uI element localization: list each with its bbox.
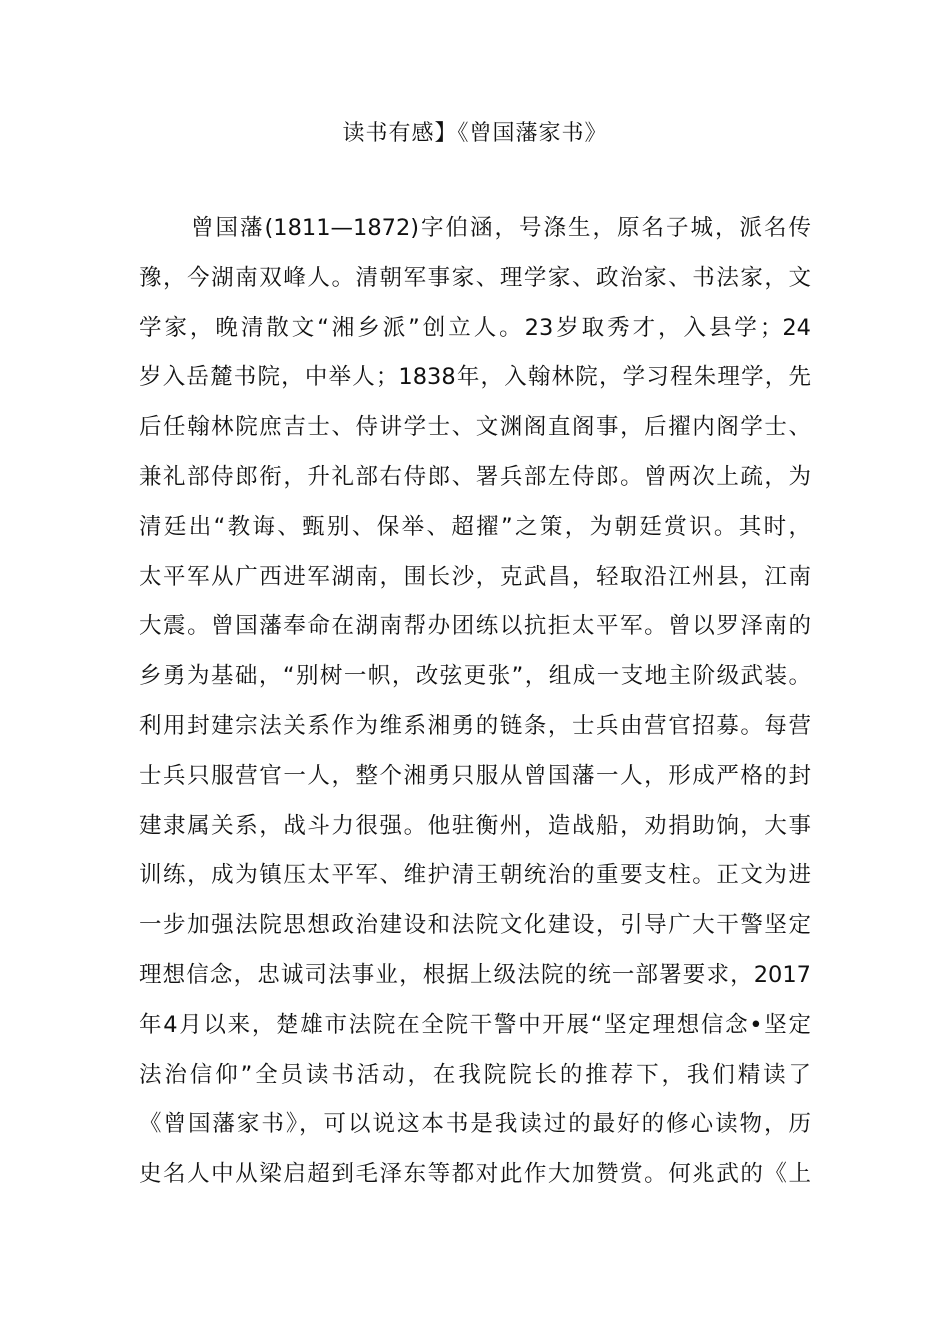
text-line: 学家，晚清散文“湘乡派”创立人。23岁取秀才，入县学；24 bbox=[139, 314, 811, 341]
text-line: 曾国藩(1811—1872)字伯涵，号涤生，原名子城，派名传 bbox=[191, 215, 811, 241]
text-line: 乡勇为基础，“别树一帜，改弦更张”，组成一支地主阶级武装。 bbox=[139, 663, 811, 690]
text-line: 《曾国藩家书》，可以说这本书是我读过的最好的修心读物，历 bbox=[139, 1111, 811, 1138]
text-line: 后任翰林院庶吉士、侍讲学士、文渊阁直阁事，后擢内阁学士、 bbox=[139, 414, 811, 441]
text-line: 建隶属关系，战斗力很强。他驻衡州，造战船，劝捐助饷，大事 bbox=[139, 812, 811, 839]
text-line: 年4月以来，楚雄市法院在全院干警中开展“坚定理想信念•坚定 bbox=[139, 1011, 811, 1038]
text-line: 太平军从广西进军湖南，围长沙，克武昌，轻取沿江州县，江南 bbox=[139, 563, 811, 590]
text-line: 豫，今湖南双峰人。清朝军事家、理学家、政治家、书法家，文 bbox=[139, 264, 811, 291]
text-line: 士兵只服营官一人，整个湘勇只服从曾国藩一人，形成严格的封 bbox=[139, 762, 811, 789]
text-line: 史名人中从梁启超到毛泽东等都对此作大加赞赏。何兆武的《上 bbox=[139, 1161, 811, 1188]
body-paragraph bbox=[139, 210, 811, 1206]
text-line: 兼礼部侍郎衔，升礼部右侍郎、署兵部左侍郎。曾两次上疏，为 bbox=[139, 463, 811, 490]
text-line: 一步加强法院思想政治建设和法院文化建设，引导广大干警坚定 bbox=[139, 912, 811, 939]
text-line: 理想信念，忠诚司法事业，根据上级法院的统一部署要求，2017 bbox=[139, 961, 811, 988]
text-line: 大震。曾国藩奉命在湖南帮办团练以抗拒太平军。曾以罗泽南的 bbox=[139, 613, 811, 640]
document-title: 读书有感】《曾国藩家书》 bbox=[342, 121, 608, 146]
text-line: 法治信仰”全员读书活动，在我院院长的推荐下，我们精读了 bbox=[139, 1061, 811, 1088]
text-line: 训练，成为镇压太平军、维护清王朝统治的重要支柱。正文为进 bbox=[139, 862, 811, 889]
text-line: 岁入岳麓书院，中举人；1838年，入翰林院，学习程朱理学，先 bbox=[139, 364, 811, 391]
text-line: 利用封建宗法关系作为维系湘勇的链条，士兵由营官招募。每营 bbox=[139, 712, 811, 739]
text-line: 清廷出“教诲、甄别、保举、超擢”之策，为朝廷赏识。其时， bbox=[139, 513, 811, 540]
